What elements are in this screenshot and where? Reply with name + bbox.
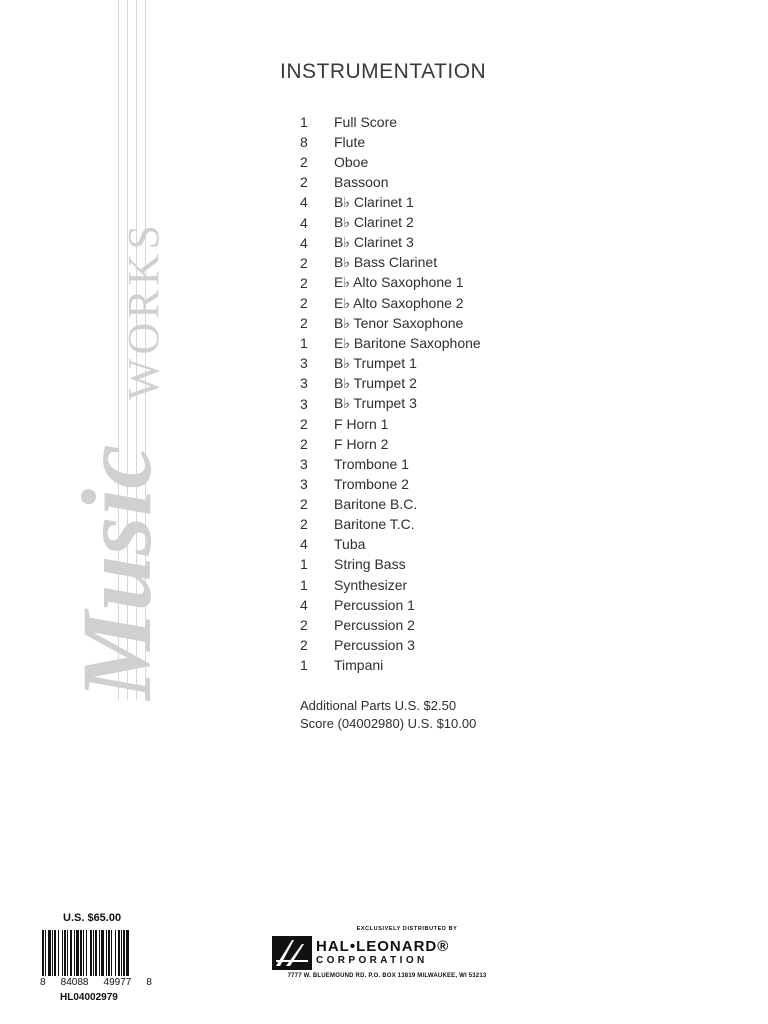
instrument-row: [300, 514, 481, 534]
instrument-row: [300, 595, 481, 615]
instrument-name: Percussion 3: [334, 636, 415, 653]
barcode-bar: [54, 930, 56, 976]
distributor-corporation: CORPORATION: [316, 955, 428, 966]
instrument-name: Timpani: [334, 657, 384, 673]
instrument-row: [300, 414, 481, 434]
instrument-name: Percussion 1: [334, 596, 415, 613]
barcode-bar: [115, 930, 116, 976]
barcode-bar: [52, 930, 53, 976]
barcode-bar: [76, 930, 79, 976]
instrument-name: B♭ Clarinet 2: [334, 214, 414, 231]
logo-caps-text: WORKS: [119, 221, 168, 400]
hal-leonard-logo: [272, 936, 502, 970]
instrument-row: [300, 172, 481, 192]
instrument-quantity: 1: [300, 556, 308, 573]
barcode-digit-group: 8: [146, 977, 152, 988]
instrument-row: [300, 253, 481, 273]
instrument-name: Trombone 2: [334, 476, 409, 493]
instrument-name: Synthesizer: [334, 576, 408, 593]
barcode-bar: [126, 930, 129, 976]
barcode-bar: [83, 930, 84, 976]
barcode-bar: [99, 930, 100, 976]
barcode-bar: [70, 930, 72, 976]
barcode-bar: [90, 930, 92, 976]
instrument-name: Percussion 2: [334, 616, 415, 633]
instrument-quantity: 1: [300, 114, 308, 131]
barcode-bar: [74, 930, 75, 976]
instrument-quantity: 3: [300, 395, 308, 412]
instrument-quantity: 2: [300, 295, 308, 312]
instrument-quantity: 3: [300, 476, 308, 493]
instrument-quantity: 2: [300, 315, 308, 332]
instrument-quantity: 4: [300, 194, 308, 211]
instrument-name: Oboe: [334, 154, 369, 171]
instrument-row: [300, 313, 481, 333]
instrument-name: F Horn 1: [334, 415, 389, 432]
barcode-bar: [48, 930, 51, 976]
instrument-name: Bassoon: [334, 174, 389, 191]
distributor-block: [272, 926, 502, 979]
barcode-bar: [45, 930, 46, 976]
barcode-digits: [40, 977, 152, 988]
barcode-bar: [67, 930, 68, 976]
instrument-quantity: 2: [300, 254, 308, 271]
instrument-row: [300, 192, 481, 212]
instrument-row: [300, 112, 481, 132]
instrument-name: B♭ Clarinet 3: [334, 234, 414, 251]
instrument-name: B♭ Bass Clarinet: [334, 254, 438, 271]
instrument-name: Full Score: [334, 114, 398, 131]
instrument-row: [300, 233, 481, 253]
instrument-name: B♭ Trumpet 2: [334, 374, 417, 391]
retail-price: U.S. $65.00: [63, 912, 122, 924]
instrument-quantity: 4: [300, 596, 308, 613]
instrument-name: Flute: [334, 134, 366, 151]
page-title: INSTRUMENTATION: [280, 60, 487, 83]
instrument-quantity: 2: [300, 435, 308, 452]
instrument-quantity: 4: [300, 214, 308, 231]
instrument-quantity: 4: [300, 536, 308, 553]
instrument-name: B♭ Clarinet 1: [334, 193, 414, 210]
instrument-quantity: 2: [300, 516, 308, 533]
instrument-name: E♭ Alto Saxophone 2: [334, 294, 464, 311]
instrument-name: B♭ Trumpet 1: [334, 354, 417, 371]
instrument-quantity: 3: [300, 455, 308, 472]
score-price: Score (04002980) U.S. $10.00: [300, 716, 477, 731]
item-code: HL04002979: [60, 992, 118, 1003]
instrument-quantity: 2: [300, 154, 308, 171]
instrument-row: [300, 534, 481, 554]
barcode-bar: [123, 930, 125, 976]
additional-parts-price: Additional Parts U.S. $2.50: [300, 698, 457, 713]
instrument-name: F Horn 2: [334, 435, 389, 452]
instrument-quantity: 8: [300, 134, 308, 151]
instrument-name: E♭ Baritone Saxophone: [334, 334, 481, 351]
instrument-quantity: 2: [300, 496, 308, 513]
barcode-bar: [93, 930, 94, 976]
instrument-row: [300, 434, 481, 454]
instrument-quantity: 2: [300, 415, 308, 432]
instrument-name: Tuba: [334, 536, 366, 553]
instrument-name: Baritone T.C.: [334, 516, 415, 533]
barcode-bar: [42, 930, 44, 976]
barcode-digit-group: 49977: [103, 977, 132, 988]
barcode-digit-group: 8: [40, 977, 46, 988]
barcode-bar: [58, 930, 59, 976]
barcode-bar: [118, 930, 120, 976]
instrument-name: B♭ Tenor Saxophone: [334, 314, 464, 331]
instrumentation-list: [300, 112, 481, 675]
distributor-address: 7777 W. BLUEMOUND RD. P.O. BOX 13819 MILWAUKEE, WI 53213: [287, 973, 487, 979]
barcode: [40, 930, 152, 988]
instrument-row: [300, 575, 481, 595]
barcode-bar: [80, 930, 82, 976]
instrument-name: E♭ Alto Saxophone 1: [334, 274, 464, 291]
barcode-bar: [101, 930, 104, 976]
instrument-row: [300, 655, 481, 675]
instrument-row: [300, 394, 481, 414]
instrument-name: Baritone B.C.: [334, 496, 418, 513]
barcode-bar: [106, 930, 107, 976]
instrument-name: Trombone 1: [334, 455, 409, 472]
barcode-bar: [64, 930, 66, 976]
instrument-quantity: 2: [300, 616, 308, 633]
barcode-bars: [40, 930, 152, 976]
distributor-name: HAL•LEONARD®: [316, 938, 450, 955]
instrument-row: [300, 494, 481, 514]
barcode-bar: [95, 930, 97, 976]
instrument-row: [300, 554, 481, 574]
barcode-bar: [62, 930, 63, 976]
instrument-row: [300, 635, 481, 655]
instrument-name: String Bass: [334, 556, 406, 573]
instrument-row: [300, 333, 481, 353]
instrument-row: [300, 454, 481, 474]
instrument-row: [300, 353, 481, 373]
barcode-bar: [108, 930, 110, 976]
barcode-bar: [86, 930, 87, 976]
instrument-row: [300, 273, 481, 293]
instrument-quantity: 1: [300, 657, 308, 673]
instrument-row: [300, 132, 481, 152]
instrument-quantity: 3: [300, 375, 308, 392]
barcode-bar: [121, 930, 122, 976]
instrument-row: [300, 373, 481, 393]
barcode-digit-group: 84088: [60, 977, 89, 988]
instrument-row: [300, 152, 481, 172]
instrument-quantity: 3: [300, 355, 308, 372]
instrument-quantity: 2: [300, 274, 308, 291]
instrument-quantity: 2: [300, 636, 308, 653]
instrument-quantity: 1: [300, 335, 308, 352]
instrument-row: [300, 615, 481, 635]
instrument-row: [300, 474, 481, 494]
barcode-bar: [111, 930, 112, 976]
pricing-block: [300, 697, 476, 733]
instrument-quantity: 4: [300, 234, 308, 251]
instrument-row: [300, 213, 481, 233]
hal-leonard-mark-icon: [272, 936, 312, 970]
instrument-quantity: 2: [300, 174, 308, 191]
instrument-name: B♭ Trumpet 3: [334, 395, 417, 412]
instrument-row: [300, 293, 481, 313]
instrument-quantity: 1: [300, 576, 308, 593]
logo-script-text: Music: [61, 444, 172, 700]
music-works-logo: [0, 0, 260, 760]
distributor-caption: EXCLUSIVELY DISTRIBUTED BY: [356, 926, 458, 932]
